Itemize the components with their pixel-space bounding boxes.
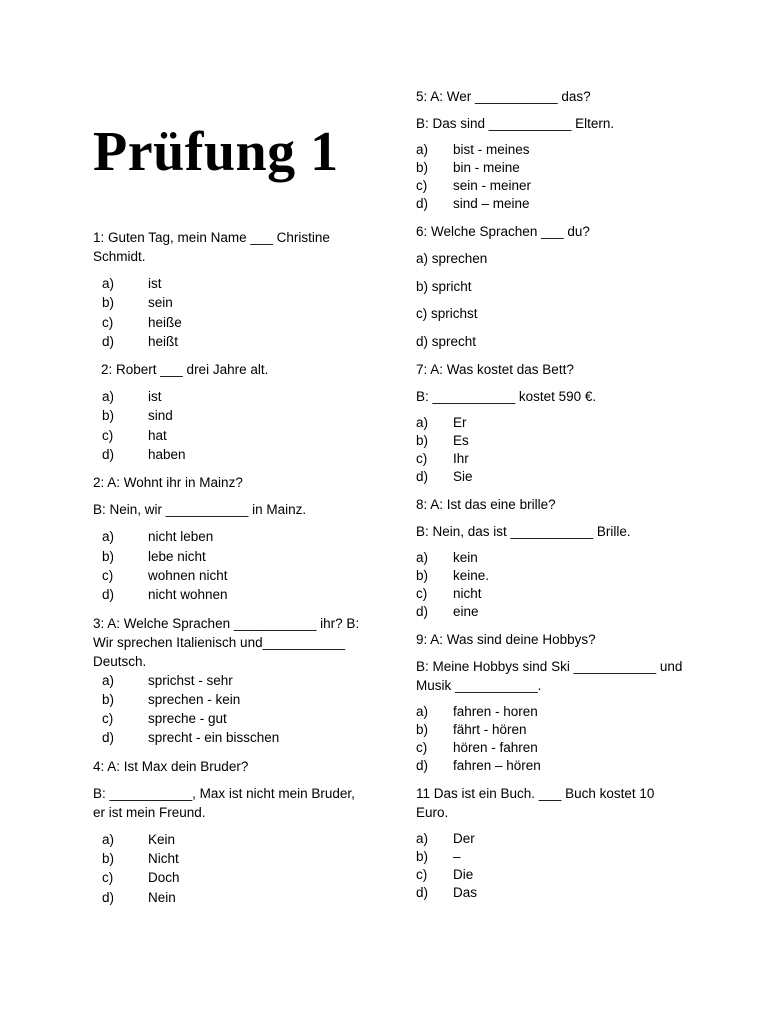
- option-a: [93, 387, 368, 406]
- option-text: ist: [148, 276, 162, 291]
- option-c: [93, 868, 368, 887]
- option-c: [93, 426, 368, 445]
- option-text: hören - fahren: [453, 739, 538, 755]
- option-marker: b): [102, 408, 115, 424]
- question-5-line-a: 5: A: Wer ___________ das?: [416, 89, 591, 104]
- option-a: [416, 830, 688, 848]
- option-b: [416, 567, 688, 585]
- question-9-options: [416, 703, 688, 775]
- option-marker: d): [102, 730, 115, 746]
- option-b: [416, 721, 688, 739]
- question-3-options: [93, 671, 368, 748]
- option-marker: a): [102, 672, 115, 688]
- option-text: sein - meiner: [453, 178, 532, 193]
- option-c: [93, 709, 368, 728]
- option-text: Kein: [148, 831, 176, 847]
- option-text: –: [453, 848, 461, 864]
- option-marker: a): [102, 831, 115, 847]
- option-text: bist - meines: [453, 142, 530, 157]
- option-marker: c): [102, 427, 114, 443]
- option-text: Er: [453, 414, 467, 430]
- option-d: [416, 468, 688, 486]
- question-1: 1: Guten Tag, mein Name ___ Christine Schmidt.: [93, 230, 330, 264]
- option-text: Der: [453, 830, 475, 846]
- option-c: [416, 739, 688, 757]
- option-marker: b): [416, 848, 429, 864]
- option-marker: b): [102, 295, 115, 311]
- option-marker: a): [102, 529, 115, 545]
- option-text: sprecht - ein bisschen: [148, 730, 280, 746]
- option-a: [93, 671, 368, 690]
- option-text: keine.: [453, 567, 490, 583]
- option-d: [416, 195, 688, 213]
- question-7-line-a: 7: A: Was kostet das Bett?: [416, 361, 574, 377]
- option-text: Ihr: [453, 450, 469, 466]
- option-marker: a): [416, 830, 429, 846]
- option-marker: c): [102, 870, 114, 886]
- option-marker: a): [416, 703, 429, 719]
- option-d: [93, 445, 368, 464]
- option-b: b) spricht: [416, 278, 472, 294]
- option-marker: b): [102, 691, 115, 707]
- option-a: [416, 141, 688, 159]
- option-marker: d): [416, 196, 429, 211]
- option-marker: c): [416, 739, 428, 755]
- option-b: [93, 690, 368, 709]
- option-c: [416, 866, 688, 884]
- option-text: sprichst - sehr: [148, 672, 233, 688]
- option-text: heißt: [148, 333, 179, 349]
- option-text: Die: [453, 866, 474, 882]
- option-a: a) sprechen: [416, 251, 488, 266]
- option-marker: c): [102, 711, 114, 727]
- option-text: Nicht: [148, 851, 179, 867]
- question-6-options: [416, 249, 688, 351]
- option-marker: a): [416, 142, 429, 157]
- option-marker: d): [102, 587, 115, 603]
- question-6: 6: Welche Sprachen ___ du?: [416, 224, 590, 239]
- question-2a-options: [93, 387, 368, 464]
- option-marker: a): [416, 549, 429, 565]
- option-text: ist: [148, 389, 162, 405]
- option-marker: a): [416, 414, 429, 430]
- question-7-options: [416, 414, 688, 486]
- option-text: Sie: [453, 468, 473, 484]
- question-4-line-a: 4: A: Ist Max dein Bruder?: [93, 758, 249, 774]
- question-5-options: [416, 141, 688, 213]
- option-c: [416, 177, 688, 195]
- option-c: [416, 450, 688, 468]
- option-marker: b): [416, 160, 429, 175]
- option-marker: d): [416, 468, 429, 484]
- option-d: [93, 728, 368, 747]
- option-a: [416, 703, 688, 721]
- question-1-options: [93, 274, 368, 351]
- option-b: [93, 849, 368, 868]
- option-a: [93, 527, 368, 546]
- option-c: [93, 566, 368, 585]
- option-text: sind: [148, 408, 173, 424]
- option-marker: c): [102, 567, 114, 583]
- right-column: [416, 87, 688, 911]
- question-11-options: [416, 830, 688, 902]
- option-b: [416, 432, 688, 450]
- option-marker: a): [102, 276, 115, 291]
- question-2a: 2: Robert ___ drei Jahre alt.: [101, 362, 269, 378]
- question-11: 11 Das ist ein Buch. ___ Buch kostet 10 Euro.: [416, 785, 655, 820]
- option-b: [416, 159, 688, 177]
- option-c: c) sprichst: [416, 306, 478, 322]
- option-marker: c): [416, 866, 428, 882]
- question-2b-options: [93, 527, 368, 604]
- option-marker: d): [102, 447, 115, 463]
- option-marker: d): [416, 884, 429, 900]
- option-text: eine: [453, 603, 479, 619]
- option-marker: b): [416, 721, 429, 737]
- option-marker: d): [102, 333, 115, 349]
- option-d: [93, 585, 368, 604]
- option-a: [416, 549, 688, 567]
- question-8-line-b: B: Nein, das ist ___________ Brille.: [416, 523, 631, 539]
- question-8-options: [416, 549, 688, 621]
- option-text: Das: [453, 884, 478, 900]
- option-d: [416, 884, 688, 902]
- option-b: [93, 293, 368, 312]
- option-d: [416, 603, 688, 621]
- question-4-options: [93, 830, 368, 907]
- option-d: [93, 332, 368, 351]
- option-text: heiße: [148, 314, 182, 330]
- option-text: fahren - horen: [453, 703, 538, 719]
- option-marker: c): [416, 585, 428, 601]
- option-text: bin - meine: [453, 160, 520, 175]
- option-text: kein: [453, 549, 478, 565]
- option-text: sein: [148, 295, 173, 311]
- option-d: d) sprecht: [416, 333, 477, 349]
- option-text: nicht wohnen: [148, 587, 228, 603]
- option-text: Es: [453, 432, 469, 448]
- option-marker: b): [416, 567, 429, 583]
- question-5-line-b: B: Das sind ___________ Eltern.: [416, 116, 615, 131]
- question-4-line-b: B: ___________, Max ist nicht mein Bruder, er ist mein Freund.: [93, 785, 355, 820]
- option-a: [93, 830, 368, 849]
- option-text: fährt - hören: [453, 721, 527, 737]
- question-3: 3: A: Welche Sprachen ___________ ihr? B: Wir sprechen Italienisch und___________ Deutsch.: [93, 615, 360, 669]
- page-title: Prüfung 1: [93, 121, 339, 183]
- option-a: [416, 414, 688, 432]
- option-b: [93, 406, 368, 425]
- option-text: nicht leben: [148, 529, 214, 545]
- option-d: [93, 888, 368, 907]
- option-text: fahren – hören: [453, 757, 541, 773]
- option-marker: c): [416, 178, 428, 193]
- option-a: [93, 274, 368, 293]
- option-marker: a): [102, 389, 115, 405]
- option-marker: b): [102, 851, 115, 867]
- option-marker: d): [416, 757, 429, 773]
- option-d: [416, 757, 688, 775]
- option-text: Nein: [148, 889, 176, 905]
- option-text: nicht: [453, 585, 482, 601]
- left-column: [93, 228, 368, 916]
- question-9-line-b: B: Meine Hobbys sind Ski ___________ und Musik ___________.: [416, 658, 683, 693]
- option-marker: c): [416, 450, 428, 466]
- option-text: spreche - gut: [148, 711, 227, 727]
- option-marker: d): [102, 889, 115, 905]
- question-7-line-b: B: ___________ kostet 590 €.: [416, 388, 597, 404]
- question-2b-line-b: B: Nein, wir ___________ in Mainz.: [93, 502, 307, 518]
- option-text: haben: [148, 447, 186, 463]
- option-text: hat: [148, 427, 167, 443]
- option-text: Doch: [148, 870, 180, 886]
- question-9-line-a: 9: A: Was sind deine Hobbys?: [416, 631, 596, 647]
- question-8-line-a: 8: A: Ist das eine brille?: [416, 496, 556, 512]
- option-text: wohnen nicht: [148, 567, 228, 583]
- option-marker: b): [416, 432, 429, 448]
- option-b: [93, 547, 368, 566]
- option-text: sind – meine: [453, 196, 530, 211]
- option-marker: c): [102, 314, 114, 330]
- option-marker: b): [102, 548, 115, 564]
- option-c: [416, 585, 688, 603]
- question-2b-line-a: 2: A: Wohnt ihr in Mainz?: [93, 475, 243, 491]
- option-text: lebe nicht: [148, 548, 206, 564]
- option-c: [93, 313, 368, 332]
- option-text: sprechen - kein: [148, 691, 241, 707]
- option-b: [416, 848, 688, 866]
- option-marker: d): [416, 603, 429, 619]
